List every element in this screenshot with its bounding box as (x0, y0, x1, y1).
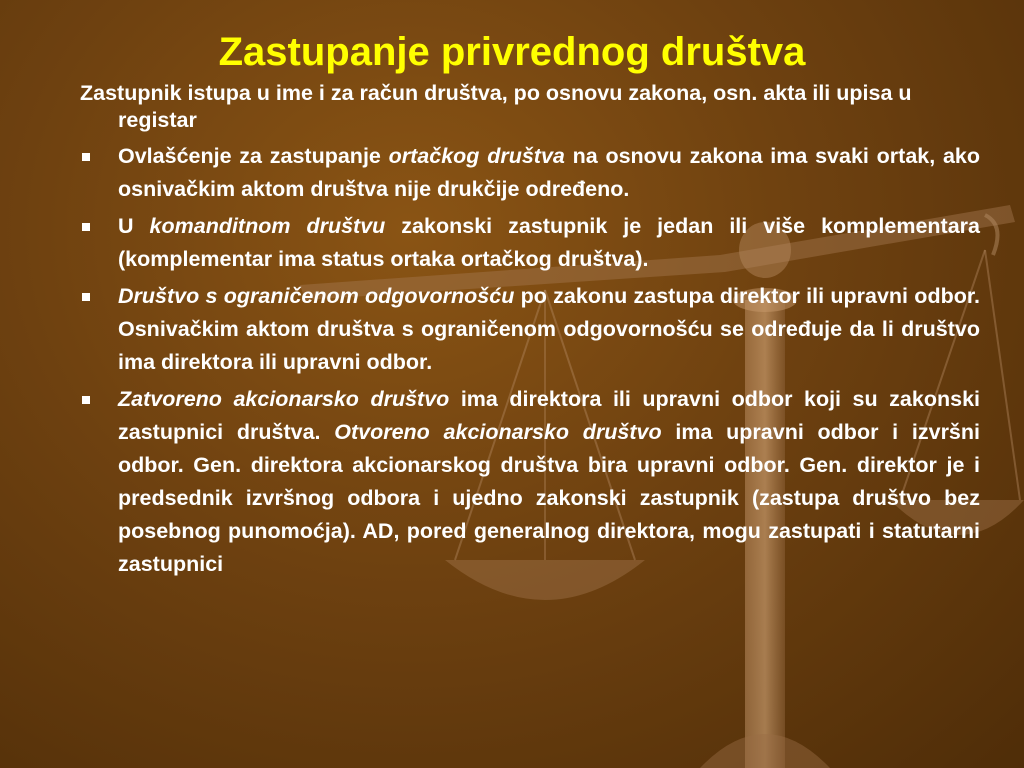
bullet-item (80, 383, 980, 581)
slide-body (80, 80, 980, 585)
square-bullet-icon (82, 293, 90, 301)
bullet-text: ima upravni odbor i izvršni odbor. Gen. direktora akcionarskog društva bira upravni odbor. Gen. direktor je i predsednik izvršnog odbora i ujedno zakonski zastupnik (zastupa društvo bez posebnog punomoćja). AD, pored generalnog direktora, mogu zastupati i statutarni zastupnici (118, 420, 980, 576)
square-bullet-icon (82, 396, 90, 404)
bullet-text: U (118, 214, 150, 238)
square-bullet-icon (82, 153, 90, 161)
bullet-item (80, 140, 980, 206)
bullet-list (80, 140, 980, 581)
bullet-emphasis: Zatvoreno akcionarsko društvo (118, 387, 450, 411)
bullet-text: na osnovu zakona ima svaki ortak, ako osnivačkim aktom društva nije drukčije određeno. (118, 144, 981, 201)
square-bullet-icon (82, 223, 90, 231)
page-title: Zastupanje privrednog društva (218, 30, 806, 74)
bullet-emphasis: Otvoreno akcionarsko društvo (334, 420, 662, 444)
bullet-text: zakonski zastupnik je jedan ili više komplementara (komplementar ima status ortaka ortačkog društva). (118, 214, 981, 271)
bullet-item (80, 210, 980, 276)
intro-paragraph: Zastupnik istupa u ime i za račun društva, po osnovu zakona, osn. akta ili upisa u registar (80, 81, 912, 132)
bullet-text: Ovlašćenje za zastupanje (118, 144, 389, 168)
bullet-emphasis: komanditnom društvu (149, 214, 386, 238)
bullet-item (80, 280, 980, 379)
bullet-emphasis: ortačkog društva (388, 144, 565, 168)
bullet-text: po zakonu zastupa direktor ili upravni odbor. Osnivačkim aktom društva s ograničenom odgovornošću se određuje da li društvo ima direktora ili upravni odbor. (118, 284, 980, 374)
bullet-emphasis: Društvo s ograničenom odgovornošću (118, 284, 515, 308)
bullet-text: ima direktora ili upravni odbor koji su zakonski zastupnici društva. (118, 387, 980, 444)
